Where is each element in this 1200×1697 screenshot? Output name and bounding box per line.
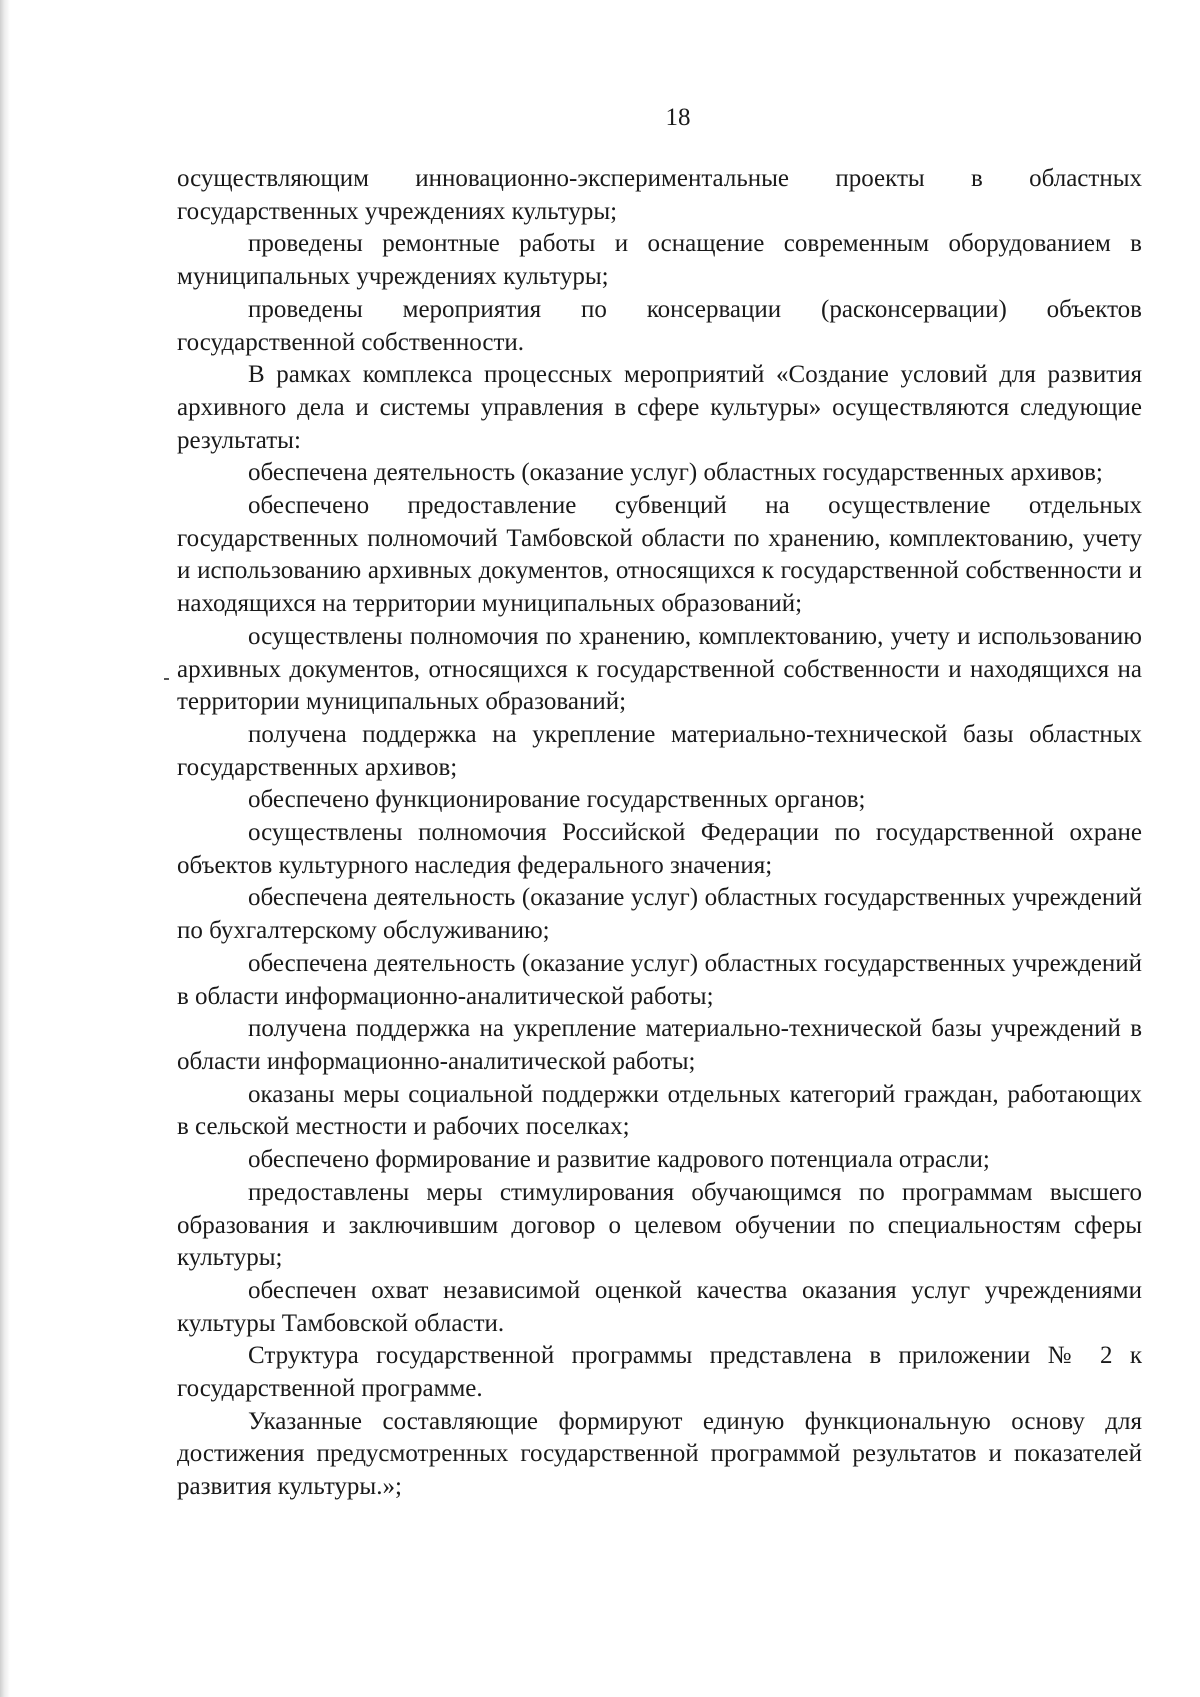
stray-mark (164, 678, 169, 680)
paragraph: получена поддержка на укрепление материально-технической базы областных государственных архивов; (177, 720, 1142, 781)
paragraph: получена поддержка на укрепление материально-технической базы учреждений в области информационно-аналитической работы; (177, 1015, 1142, 1075)
paragraph: предоставлены меры стимулирования обучающимся по программам высшего образования и заключившим договор о целевом обучении по специальностям сферы культуры; (177, 1178, 1142, 1272)
paragraph: Указанные составляющие формируют единую функциональную основу для достижения предусмотренных государственной программой результатов и показателей развития культуры.»; (177, 1407, 1142, 1501)
paragraph: осуществлены полномочия по хранению, комплектованию, учету и использованию архивных документов, относящихся к государственной собственности и находящихся на территории муниципальных образований; (177, 622, 1142, 716)
paragraph: обеспечено функционирование государственных органов; (248, 786, 866, 814)
paragraph: оказаны меры социальной поддержки отдельных категорий граждан, работающих в сельской местности и рабочих поселках; (177, 1080, 1142, 1141)
scan-edge-shadow (0, 0, 10, 1697)
paragraph: обеспечен охват независимой оценкой качества оказания услуг учреждениями культуры Тамбовской области. (177, 1276, 1142, 1337)
paragraph: проведены ремонтные работы и оснащение современным оборудованием в муниципальных учреждениях культуры; (177, 230, 1142, 291)
paragraph: обеспечена деятельность (оказание услуг) областных государственных учреждений в области информационно-аналитической работы; (177, 949, 1142, 1010)
paragraph: проведены мероприятия по консервации (расконсервации) объектов государственной собственности. (177, 295, 1142, 356)
page-number: 18 (665, 104, 691, 131)
paragraph: обеспечено формирование и развитие кадрового потенциала отрасли; (248, 1146, 990, 1174)
paragraph: осуществлены полномочия Российской Федерации по государственной охране объектов культурного наследия федерального значения; (177, 819, 1142, 879)
paragraph: В рамках комплекса процессных мероприятий «Создание условий для развития архивного дела и системы управления в сфере культуры» осуществляются следующие результаты: (177, 361, 1142, 454)
paragraph-continuation: осуществляющим инновационно-экспериментальные проекты в областных государственных учреждениях культуры; (177, 165, 1142, 225)
paragraph: Структура государственной программы представлена в приложении № 2 к государственной программе. (177, 1342, 1142, 1403)
paragraph: обеспечена деятельность (оказание услуг) областных государственных учреждений по бухгалтерскому обслуживанию; (177, 884, 1142, 945)
paragraph: обеспечено предоставление субвенций на осуществление отдельных государственных полномочий Тамбовской области по хранению, комплектованию, учету и использованию архивных документов, относящихся к государственной собственности и находящихся на территории муниципальных образований; (177, 492, 1142, 618)
paragraph: обеспечена деятельность (оказание услуг) областных государственных архивов; (248, 459, 1103, 487)
document-body (177, 163, 1142, 1504)
